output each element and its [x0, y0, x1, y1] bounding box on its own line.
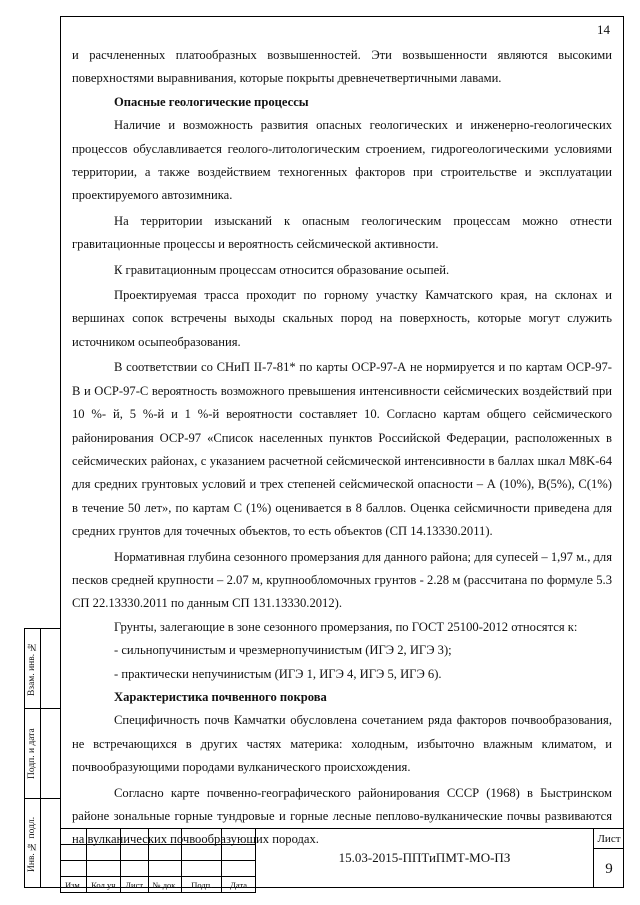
strip-label-inv: Инв. № подл. — [27, 816, 37, 872]
paragraph: и расчлененных платообразных возвышенностей. Эти возвышенности являются высокими поверхностями выравнивания, которые покрыты древнечетвертичными лавами. — [72, 48, 612, 86]
col-kol-uch: Кол.уч — [86, 877, 120, 893]
col-data: Дата — [222, 877, 256, 893]
strip-cell-inv — [25, 799, 61, 889]
list-item: - сильнопучинистым и чрезмернопучинистым (ИГЭ 2, ИГЭ 3); — [114, 643, 452, 658]
paragraph: В соответствии со СНиП II-7-81* по карты ОСР-97-А не нормируется и по картам ОСР-97-В и ОСР-97-С вероятность возможного превышения интенсивности сейсмических воздействий при 10 %- й, 5 %-й и 1 %-й вероятности составляет 10. Согласно картам общего сейсмического районирования ОСР-97 «Список населенных пунктов Российской Федерации, расположенных в сейсмических районах, с указанием расчетной сейсмической интенсивности в баллах шкал M8K-64 для средних грунтовых условий и трех степеней сейсмической опасности – А (10%), В(5%), С(1%) в течение 50 лет», по картам С (1%) оценивается в 8 баллов. Оценка сейсмичности приведена для средних грунтов для точечных объектов, то есть объектов (СП 14.13330.2011). — [72, 360, 612, 539]
section-heading: Опасные геологические процессы — [114, 94, 309, 109]
paragraph: К гравитационным процессам относится образование осыпей. — [114, 262, 450, 277]
sheet-box — [594, 828, 624, 888]
document-body — [72, 44, 612, 852]
paragraph: Наличие и возможность развития опасных геологических и инженерно-геологических процессов обуславливается геолого-литологическим строением, гидрогеологическими условиями территории, а также воздействием техногенных факторов при строительстве и эксплуатации проектируемого автозимника. — [72, 118, 612, 203]
col-podp: Подп. — [182, 877, 222, 893]
section-heading: Характеристика почвенного покрова — [114, 689, 327, 704]
col-n-dok: № док. — [148, 877, 182, 893]
paragraph: Грунты, залегающие в зоне сезонного промерзания, по ГОСТ 25100-2012 относятся к: — [114, 619, 578, 634]
paragraph: Нормативная глубина сезонного промерзания для данного района; для супесей – 1,97 м., для песков средней крупности – 2.07 м, крупнообломочных грунтов - 2.28 м (рассчитана по формуле 5.3 СП 22.13330.2011 по данным СП 131.13330.2012). — [72, 549, 612, 611]
left-signature-strip — [24, 628, 60, 888]
paragraph: Проектируемая трасса проходит по горному участку Камчатского края, на склонах и вершинах сопок встречены выходы скальных пород на поверхность, которые могут служить источником осыпеобразования. — [72, 288, 612, 349]
col-izm: Изм. — [61, 877, 87, 893]
strip-label-vzam: Взам. инв. № — [27, 641, 37, 697]
page-number-top: 14 — [597, 22, 610, 37]
document-code: 15.03-2015-ППТиПМТ-МО-ПЗ — [256, 828, 594, 888]
strip-label-podp: Подп. и дата — [27, 728, 37, 780]
strip-cell-podp — [25, 709, 61, 799]
title-block — [60, 828, 624, 888]
paragraph: Согласно карте почвенно-географического районирования СССР (1968) в Быстринском районе зональные горные тундровые и горные лесные пеплово-вулканические почвы развиваются на вулканических почвообразующих породах. — [72, 785, 612, 847]
list-item: - практически непучинистым (ИГЭ 1, ИГЭ 4, ИГЭ 5, ИГЭ 6). — [114, 666, 442, 681]
paragraph: Специфичность почв Камчатки обусловлена сочетанием ряда факторов почвообразования, не встречающихся в других частях материка: холодным, избыточно влажным климатом, и почвообразующими породами вулканического происхождения. — [72, 713, 612, 775]
sheet-number: 9 — [605, 861, 613, 877]
paragraph: На территории изысканий к опасным геологическим процессам можно отнести гравитационные процессы и вероятность сейсмической активности. — [72, 213, 612, 252]
sheet-label: Лист — [594, 829, 624, 849]
strip-cell-vzam — [25, 629, 61, 709]
col-list: Лист — [120, 877, 148, 893]
revision-table — [60, 828, 256, 893]
